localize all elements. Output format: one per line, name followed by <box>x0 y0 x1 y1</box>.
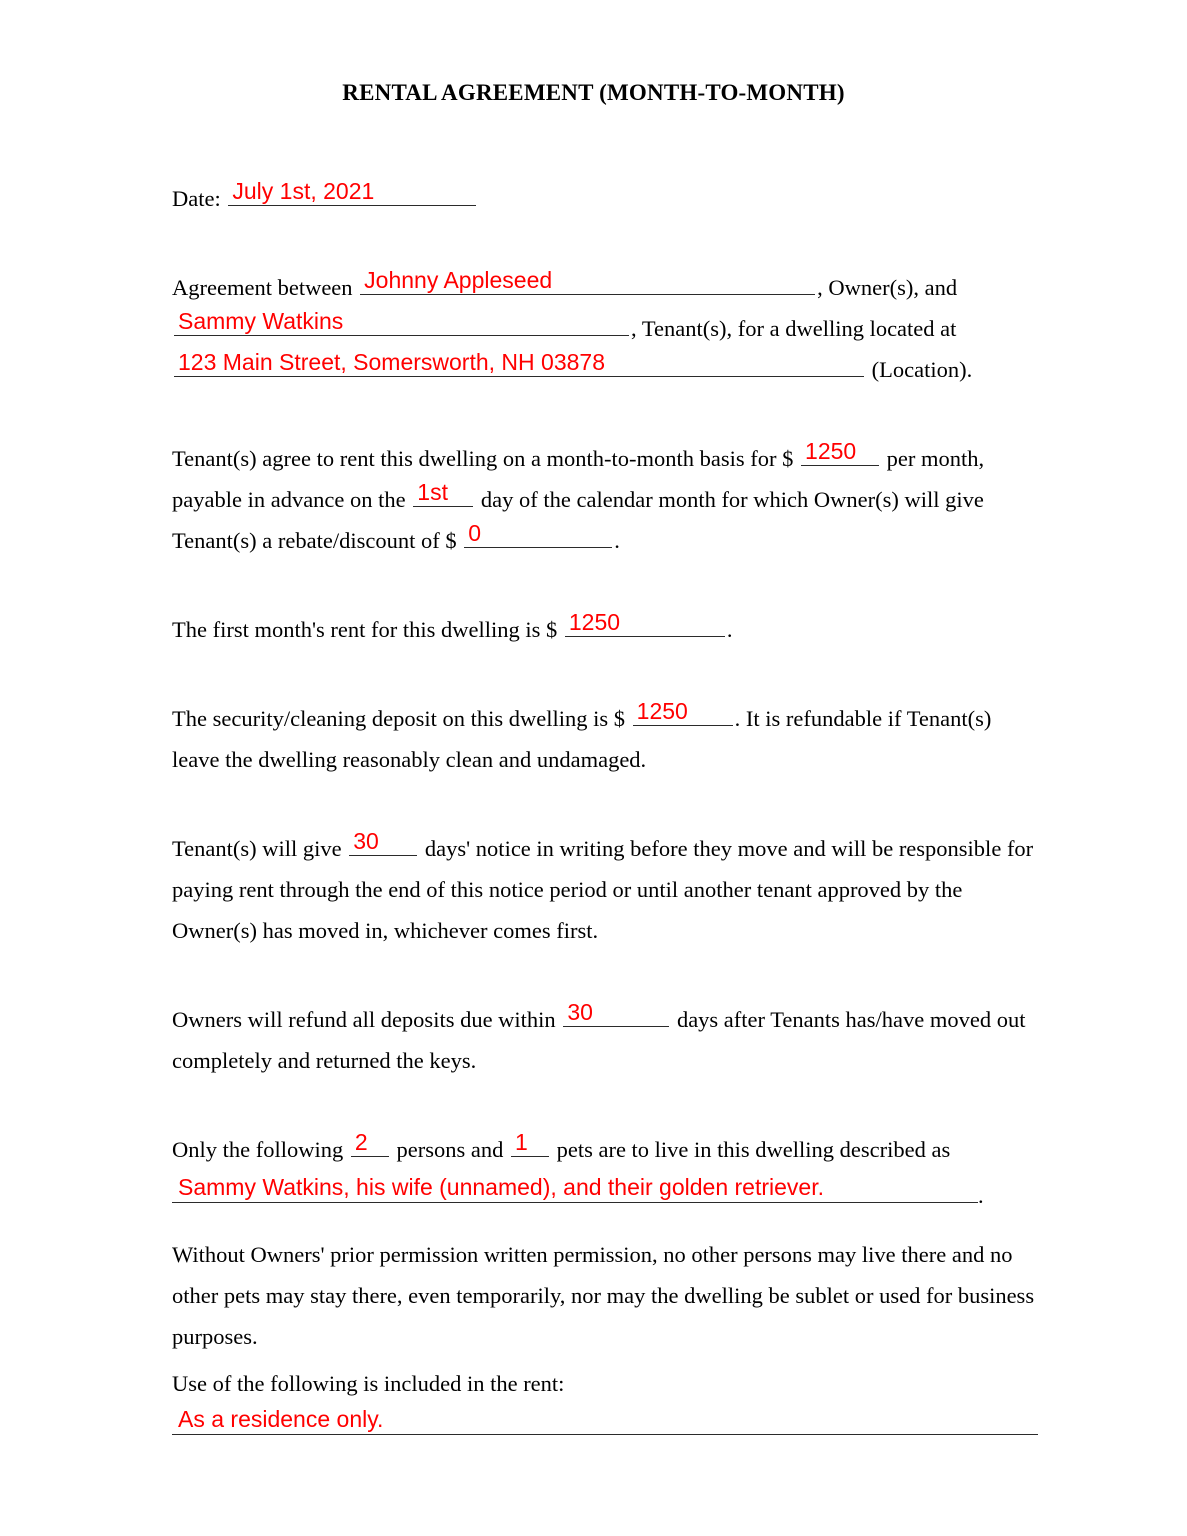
occupancy-paragraph <box>172 1129 1038 1216</box>
spacer <box>172 1081 1038 1129</box>
occupancy-description-suffix: . <box>978 1183 984 1208</box>
spacer <box>172 561 1038 609</box>
occupancy-suffix: pets are to live in this dwelling described as <box>556 1137 951 1162</box>
due-day-field[interactable] <box>413 479 473 507</box>
monthly-rent-value: 1250 <box>805 438 857 464</box>
notice-days-value: 30 <box>353 828 379 854</box>
first-month-prefix: The first month's rent for this dwelling is $ <box>172 617 558 642</box>
spacer <box>172 650 1038 698</box>
rent-line1-prefix: Tenant(s) agree to rent this dwelling on a month-to-month basis for $ <box>172 446 794 471</box>
included-use-field[interactable] <box>172 1404 1038 1435</box>
refund-paragraph <box>172 999 1038 1081</box>
rent-line1-suffix: per month, <box>886 446 985 471</box>
restrictions-paragraph <box>172 1234 1038 1357</box>
first-month-rent-field[interactable] <box>565 609 725 637</box>
location-suffix-label: (Location). <box>871 357 973 382</box>
owner-suffix-label: , Owner(s), and <box>817 275 958 300</box>
deposit-suffix: . It is refundable if Tenant(s) <box>734 706 992 731</box>
date-field[interactable] <box>228 178 476 206</box>
included-use-label: Use of the following is included in the rent: <box>172 1371 565 1396</box>
persons-count-field[interactable] <box>351 1129 389 1157</box>
tenant-row <box>172 308 1038 349</box>
location-value: 123 Main Street, Somersworth, NH 03878 <box>178 349 605 375</box>
spacer <box>172 780 1038 828</box>
deposit-line2: leave the dwelling reasonably clean and undamaged. <box>172 747 647 772</box>
rent-line3-prefix: Tenant(s) a rebate/discount of $ <box>172 528 457 553</box>
date-label: Date: <box>172 186 221 211</box>
agreement-between-label: Agreement between <box>172 275 353 300</box>
tenant-suffix-label: , Tenant(s), for a dwelling located at <box>631 316 957 341</box>
notice-paragraph <box>172 828 1038 951</box>
occupancy-description-value: Sammy Watkins, his wife (unnamed), and their golden retriever. <box>178 1174 824 1200</box>
location-field[interactable] <box>174 349 864 377</box>
persons-count-value: 2 <box>354 1129 368 1155</box>
deposit-paragraph <box>172 698 1038 780</box>
rent-line2-prefix: payable in advance on the <box>172 487 406 512</box>
included-use-value: As a residence only. <box>178 1406 384 1432</box>
notice-prefix: Tenant(s) will give <box>172 836 342 861</box>
owner-name-value: Johnny Appleseed <box>364 267 553 293</box>
page-title: RENTAL AGREEMENT (MONTH-TO-MONTH) <box>342 80 845 105</box>
deposit-amount-value: 1250 <box>636 698 688 724</box>
notice-days-field[interactable] <box>349 828 417 856</box>
deposit-prefix: The security/cleaning deposit on this dwelling is $ <box>172 706 626 731</box>
rebate-value: 0 <box>468 520 481 546</box>
first-month-paragraph <box>172 609 1038 650</box>
location-row <box>172 349 1038 390</box>
restrictions-line3: business purposes. <box>172 1283 1035 1349</box>
notice-suffix: days' notice in writing before they move and will be responsible <box>424 836 1002 861</box>
deposit-amount-field[interactable] <box>633 698 733 726</box>
spacer <box>172 219 1038 267</box>
occupancy-counts-row <box>172 1129 1038 1170</box>
pets-count-field[interactable] <box>511 1129 549 1157</box>
notice-line3: Owner(s) has moved in, whichever comes first. <box>172 918 599 943</box>
tenant-name-value: Sammy Watkins <box>178 308 344 334</box>
refund-line2: out completely and returned the keys. <box>172 1007 1026 1073</box>
tenant-name-field[interactable] <box>174 308 629 336</box>
refund-days-field[interactable] <box>563 999 669 1027</box>
refund-suffix: days after Tenants has/have moved <box>676 1007 992 1032</box>
occupancy-description-row <box>172 1170 1038 1216</box>
first-month-suffix: . <box>726 617 733 642</box>
due-day-value: 1st <box>417 479 448 505</box>
occupancy-description-field[interactable] <box>172 1170 978 1203</box>
rebate-field[interactable] <box>464 520 612 548</box>
occupancy-prefix: Only the following <box>172 1137 344 1162</box>
rent-line2-suffix: day of the calendar month for which Owner(s) will give <box>480 487 984 512</box>
pets-count-value: 1 <box>514 1129 528 1155</box>
monthly-rent-field[interactable] <box>801 438 879 466</box>
spacer <box>172 1216 1038 1234</box>
rent-line3-suffix: . <box>614 528 620 553</box>
refund-prefix: Owners will refund all deposits due within <box>172 1007 556 1032</box>
date-row <box>172 178 1038 219</box>
parties-block <box>172 267 1038 390</box>
notice-line2: for paying rent through the end of this notice period or until another tenant approved by the <box>172 836 1034 902</box>
first-month-rent-value: 1250 <box>568 609 621 635</box>
included-use-block <box>172 1363 1038 1435</box>
owner-row <box>172 267 1038 308</box>
refund-days-value: 30 <box>567 999 593 1025</box>
date-value: July 1st, 2021 <box>232 178 375 204</box>
spacer <box>172 951 1038 999</box>
document-body <box>172 178 1038 1435</box>
restrictions-line2: no other pets may stay there, even temporarily, nor may the dwelling be sublet or used for <box>172 1242 1013 1308</box>
owner-name-field[interactable] <box>360 267 815 295</box>
spacer <box>172 390 1038 438</box>
restrictions-line1: Without Owners' prior permission written permission, no other persons may live there and <box>172 1242 985 1267</box>
occupancy-middle: persons and <box>396 1137 504 1162</box>
rent-terms-paragraph <box>172 438 1038 561</box>
